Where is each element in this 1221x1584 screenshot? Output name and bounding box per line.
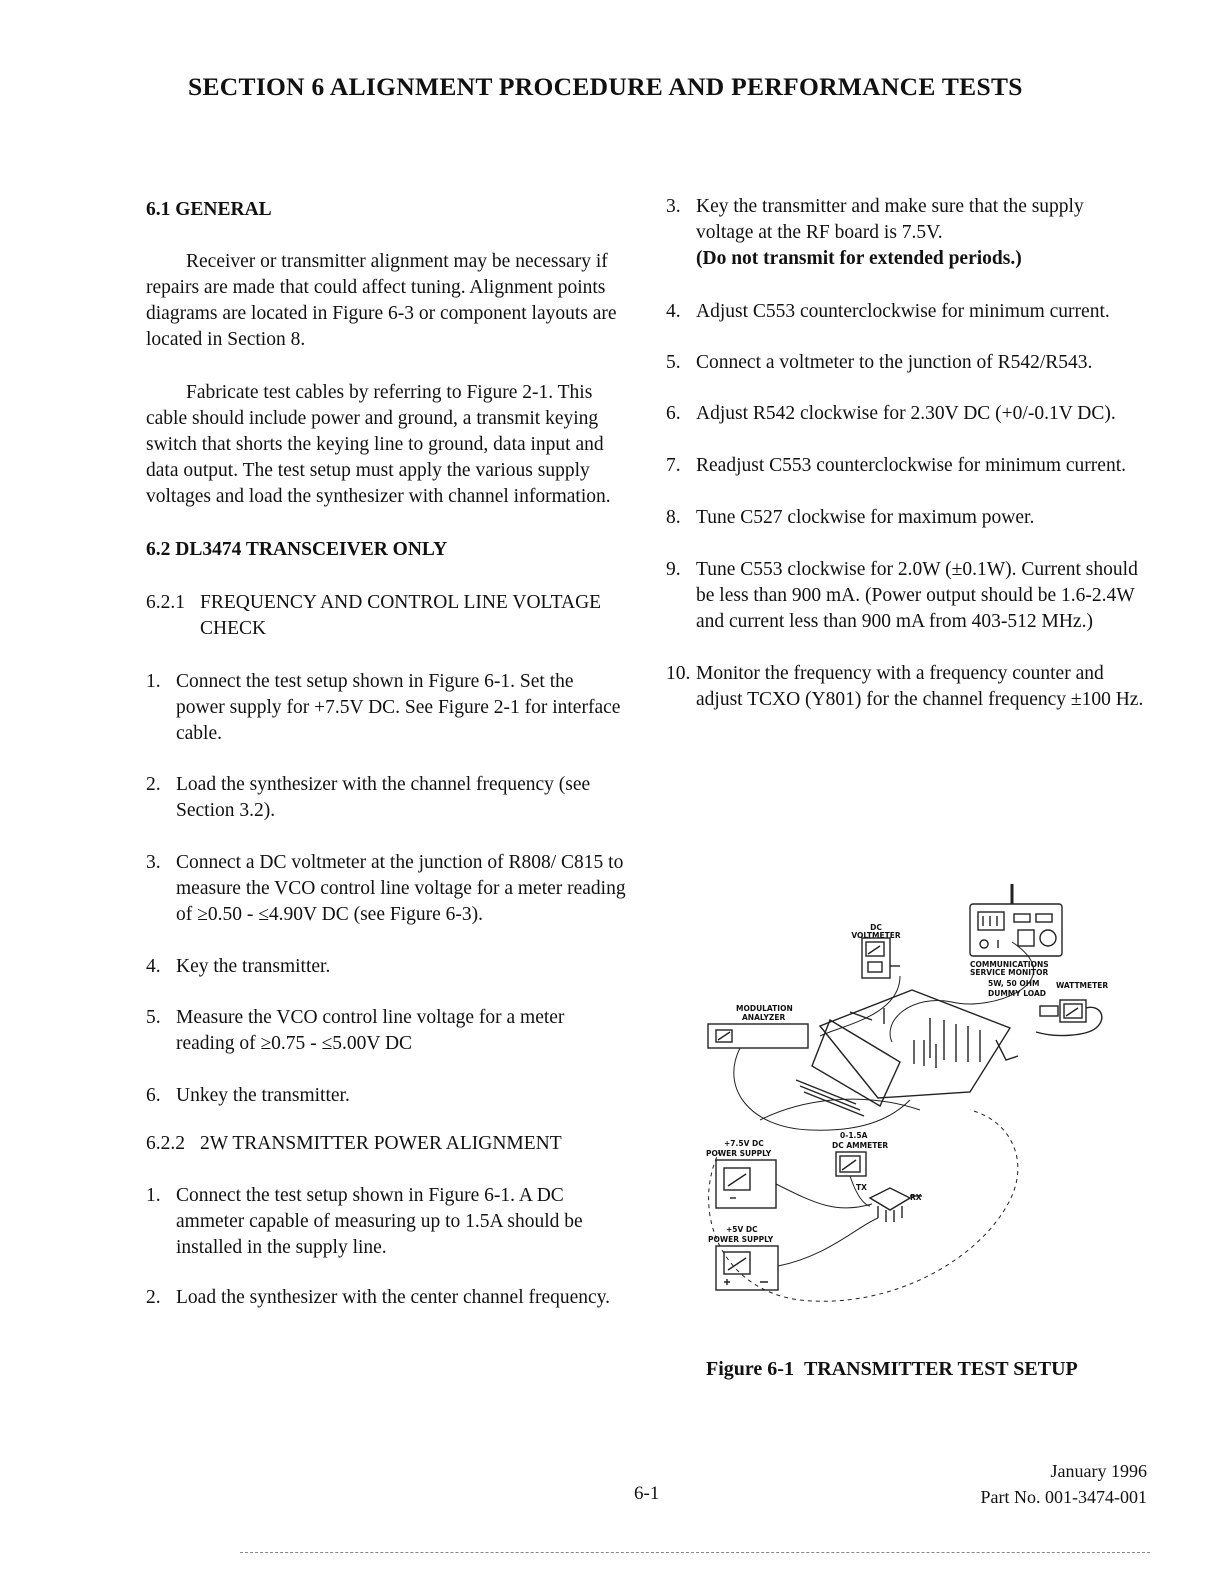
section-heading-general: 6.1 GENERAL (146, 199, 272, 220)
figure-label: WATTMETER (1056, 981, 1109, 990)
step-number: 4. (146, 956, 161, 977)
step-number: 8. (666, 507, 681, 528)
step-text: Measure the VCO control line voltage for a meter reading of ≥0.75 - ≤5.00V DC (176, 1007, 565, 1054)
footer-date: January 1996 (1050, 1461, 1147, 1481)
list-item (666, 453, 1144, 479)
page-number: 6-1 (634, 1483, 660, 1504)
list-item (146, 772, 626, 824)
figure-label: DC (870, 923, 882, 932)
figure-label: DUMMY LOAD (988, 989, 1047, 998)
step-text: Load the synthesizer with the center channel frequency. (176, 1287, 611, 1308)
figure-label: POWER SUPPLY (706, 1149, 772, 1158)
subsection-title: FREQUENCY AND CONTROL LINE VOLTAGE CHECK (200, 592, 602, 639)
dc-ammeter-icon (836, 1152, 866, 1176)
list-item (146, 1005, 626, 1057)
list-item (666, 557, 1144, 635)
step-number: 1. (146, 1185, 161, 1206)
figure-label: MODULATION (736, 1004, 793, 1013)
step-text: Connect the test setup shown in Figure 6-1. Set the power supply for +7.5V DC. See Figure 2-1 for interface cable. (176, 671, 621, 744)
list-item (146, 850, 626, 928)
step-text: Key the transmitter and make sure that the supply voltage at the RF board is 7.5V. (696, 196, 1084, 243)
dc-voltmeter-icon (862, 938, 900, 978)
figure-label: RX (910, 1193, 922, 1202)
subsection-heading-6-2-1 (146, 590, 626, 642)
step-number: 7. (666, 455, 681, 476)
radio-board-icon (796, 990, 1018, 1116)
scan-artifact-divider (240, 1552, 1150, 1553)
step-number: 4. (666, 301, 681, 322)
step-text: Tune C527 clockwise for maximum power. (696, 507, 1035, 528)
list-item (146, 1083, 626, 1109)
step-text: Connect a DC voltmeter at the junction of R808/ C815 to measure the VCO control line voltage for a meter reading of ≥0.50 - ≤4.90V DC (see Figure 6-3). (176, 852, 626, 925)
figure-label: VOLTMETER (851, 931, 901, 940)
list-item (666, 350, 1144, 376)
step-number: 2. (146, 1287, 161, 1308)
list-item (666, 194, 1144, 272)
step-text: Load the synthesizer with the channel frequency (see Section 3.2). (176, 774, 591, 821)
figure-caption-title: TRANSMITTER TEST SETUP (803, 1358, 1078, 1380)
left-column (146, 197, 626, 1311)
warning-note: (Do not transmit for extended periods.) (696, 248, 1022, 269)
figure-label: +5V DC (726, 1225, 758, 1234)
step-text: Connect a voltmeter to the junction of R542/R543. (696, 352, 1093, 373)
figure-label: ANALYZER (742, 1013, 786, 1022)
list-item (666, 401, 1144, 427)
general-paragraph-1: Receiver or transmitter alignment may be necessary if repairs are made that could affect tuning. Alignment points diagrams are located in Figure 6-3 or component layouts are located in Section 8. (146, 251, 617, 350)
figure-label: TX (856, 1183, 867, 1192)
list-item (146, 1183, 626, 1261)
subsection-heading-6-2-2 (146, 1131, 626, 1157)
figure-label: SERVICE MONITOR (970, 968, 1049, 977)
figure-caption (706, 1358, 1078, 1381)
step-number: 9. (666, 559, 681, 580)
list-item (666, 299, 1144, 325)
subsection-title: 2W TRANSMITTER POWER ALIGNMENT (200, 1133, 562, 1154)
figure-label: POWER SUPPLY (708, 1235, 774, 1244)
list-item (146, 669, 626, 747)
list-item (666, 505, 1144, 531)
figure-label: 0-1.5A (840, 1131, 868, 1140)
page-title: SECTION 6 ALIGNMENT PROCEDURE AND PERFORMANCE TESTS (188, 72, 1023, 101)
figure-caption-number: Figure 6-1 (706, 1358, 794, 1380)
figure-label: 5W, 50 OHM (988, 979, 1040, 988)
step-text: Connect the test setup shown in Figure 6-1. A DC ammeter capable of measuring up to 1.5A should be installed in the supply line. (176, 1185, 583, 1258)
footer-part-number: Part No. 001-3474-001 (980, 1487, 1147, 1507)
step-text: Adjust C553 counterclockwise for minimum current. (696, 301, 1110, 322)
step-text: Adjust R542 clockwise for 2.30V DC (+0/-0.1V DC). (696, 403, 1116, 424)
step-text: Monitor the frequency with a frequency counter and adjust TCXO (Y801) for the channel frequency ±100 Hz. (696, 663, 1144, 710)
step-text: Key the transmitter. (176, 956, 331, 977)
step-number: 2. (146, 774, 161, 795)
power-supply-7-5v-icon (716, 1160, 776, 1208)
subsection-number: 6.2.2 (146, 1133, 185, 1154)
step-number: 3. (146, 852, 161, 873)
modulation-analyzer-icon (708, 1024, 808, 1048)
step-number: 5. (666, 352, 681, 373)
step-number: 3. (666, 196, 681, 217)
list-item (666, 661, 1144, 713)
step-number: 10. (666, 663, 691, 684)
step-text: Readjust C553 counterclockwise for minimum current. (696, 455, 1126, 476)
footer-info (981, 1458, 1147, 1510)
figure-label: DC AMMETER (832, 1141, 889, 1150)
step-number: 6. (146, 1085, 161, 1106)
list-item (146, 954, 626, 980)
subsection-number: 6.2.1 (146, 592, 185, 613)
section-heading-transceiver: 6.2 DL3474 TRANSCEIVER ONLY (146, 539, 448, 560)
right-column (666, 194, 1144, 713)
step-text: Tune C553 clockwise for 2.0W (±0.1W). Current should be less than 900 mA. (Power output should be 1.6-2.4W and current less than 900 mA from 403-512 MHz.) (696, 559, 1138, 632)
figure-label: COMMUNICATIONS (970, 960, 1049, 969)
step-number: 6. (666, 403, 681, 424)
dummy-load-wattmeter-icon (1036, 1000, 1102, 1035)
general-paragraph-2: Fabricate test cables by referring to Figure 2-1. This cable should include power and ground, a transmit keying switch that shorts the keying line to ground, data input and data output. The test setup must apply the various supply voltages and load the synthesizer with channel information. (146, 382, 611, 507)
step-number: 5. (146, 1007, 161, 1028)
transmitter-test-setup-figure (700, 880, 1140, 1310)
list-item (146, 1285, 626, 1311)
power-supply-5v-icon (716, 1246, 778, 1290)
figure-label: +7.5V DC (724, 1139, 764, 1148)
step-number: 1. (146, 671, 161, 692)
step-text: Unkey the transmitter. (176, 1085, 350, 1106)
